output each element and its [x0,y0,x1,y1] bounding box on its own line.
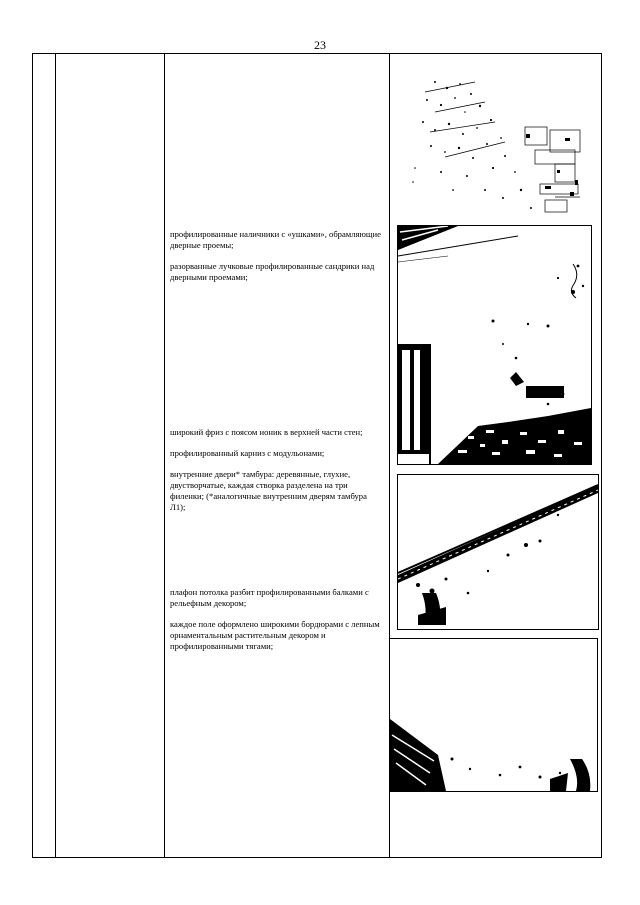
description-item: разорванные лучковые профилированные сандрики над дверными проемами; [170,261,375,282]
description-item: профилированный карниз с модульонами; [170,448,325,458]
page-number: 23 [314,38,326,52]
description-item: профилированные наличники с «ушками», обрамляющие дверные проемы; [170,229,381,250]
photo-cornice [397,474,599,630]
photo-ceiling [389,638,598,792]
description-item: широкий фриз с поясом ионик в верхней части стен; [170,427,363,437]
description-item: плафон потолка разбит профилированными балками с рельефным декором; [170,587,369,608]
floor-plan-image [405,72,590,220]
description-block-1 [170,229,382,293]
description-block-2 [170,427,382,523]
description-item: каждое поле оформлено широкими бордюрами с лепным орнаментальным растительным декором и профилированными тягами; [170,619,380,651]
column-divider-1 [55,54,56,857]
photo-doorway [397,225,592,465]
description-item: внутренние двери* тамбура: деревянные, глухие, двустворчатые, каждая створка разделена на три филенки; (*аналогичные внутренним дверям тамбура Л1); [170,469,367,512]
description-block-3 [170,587,382,662]
column-divider-2 [164,54,165,857]
